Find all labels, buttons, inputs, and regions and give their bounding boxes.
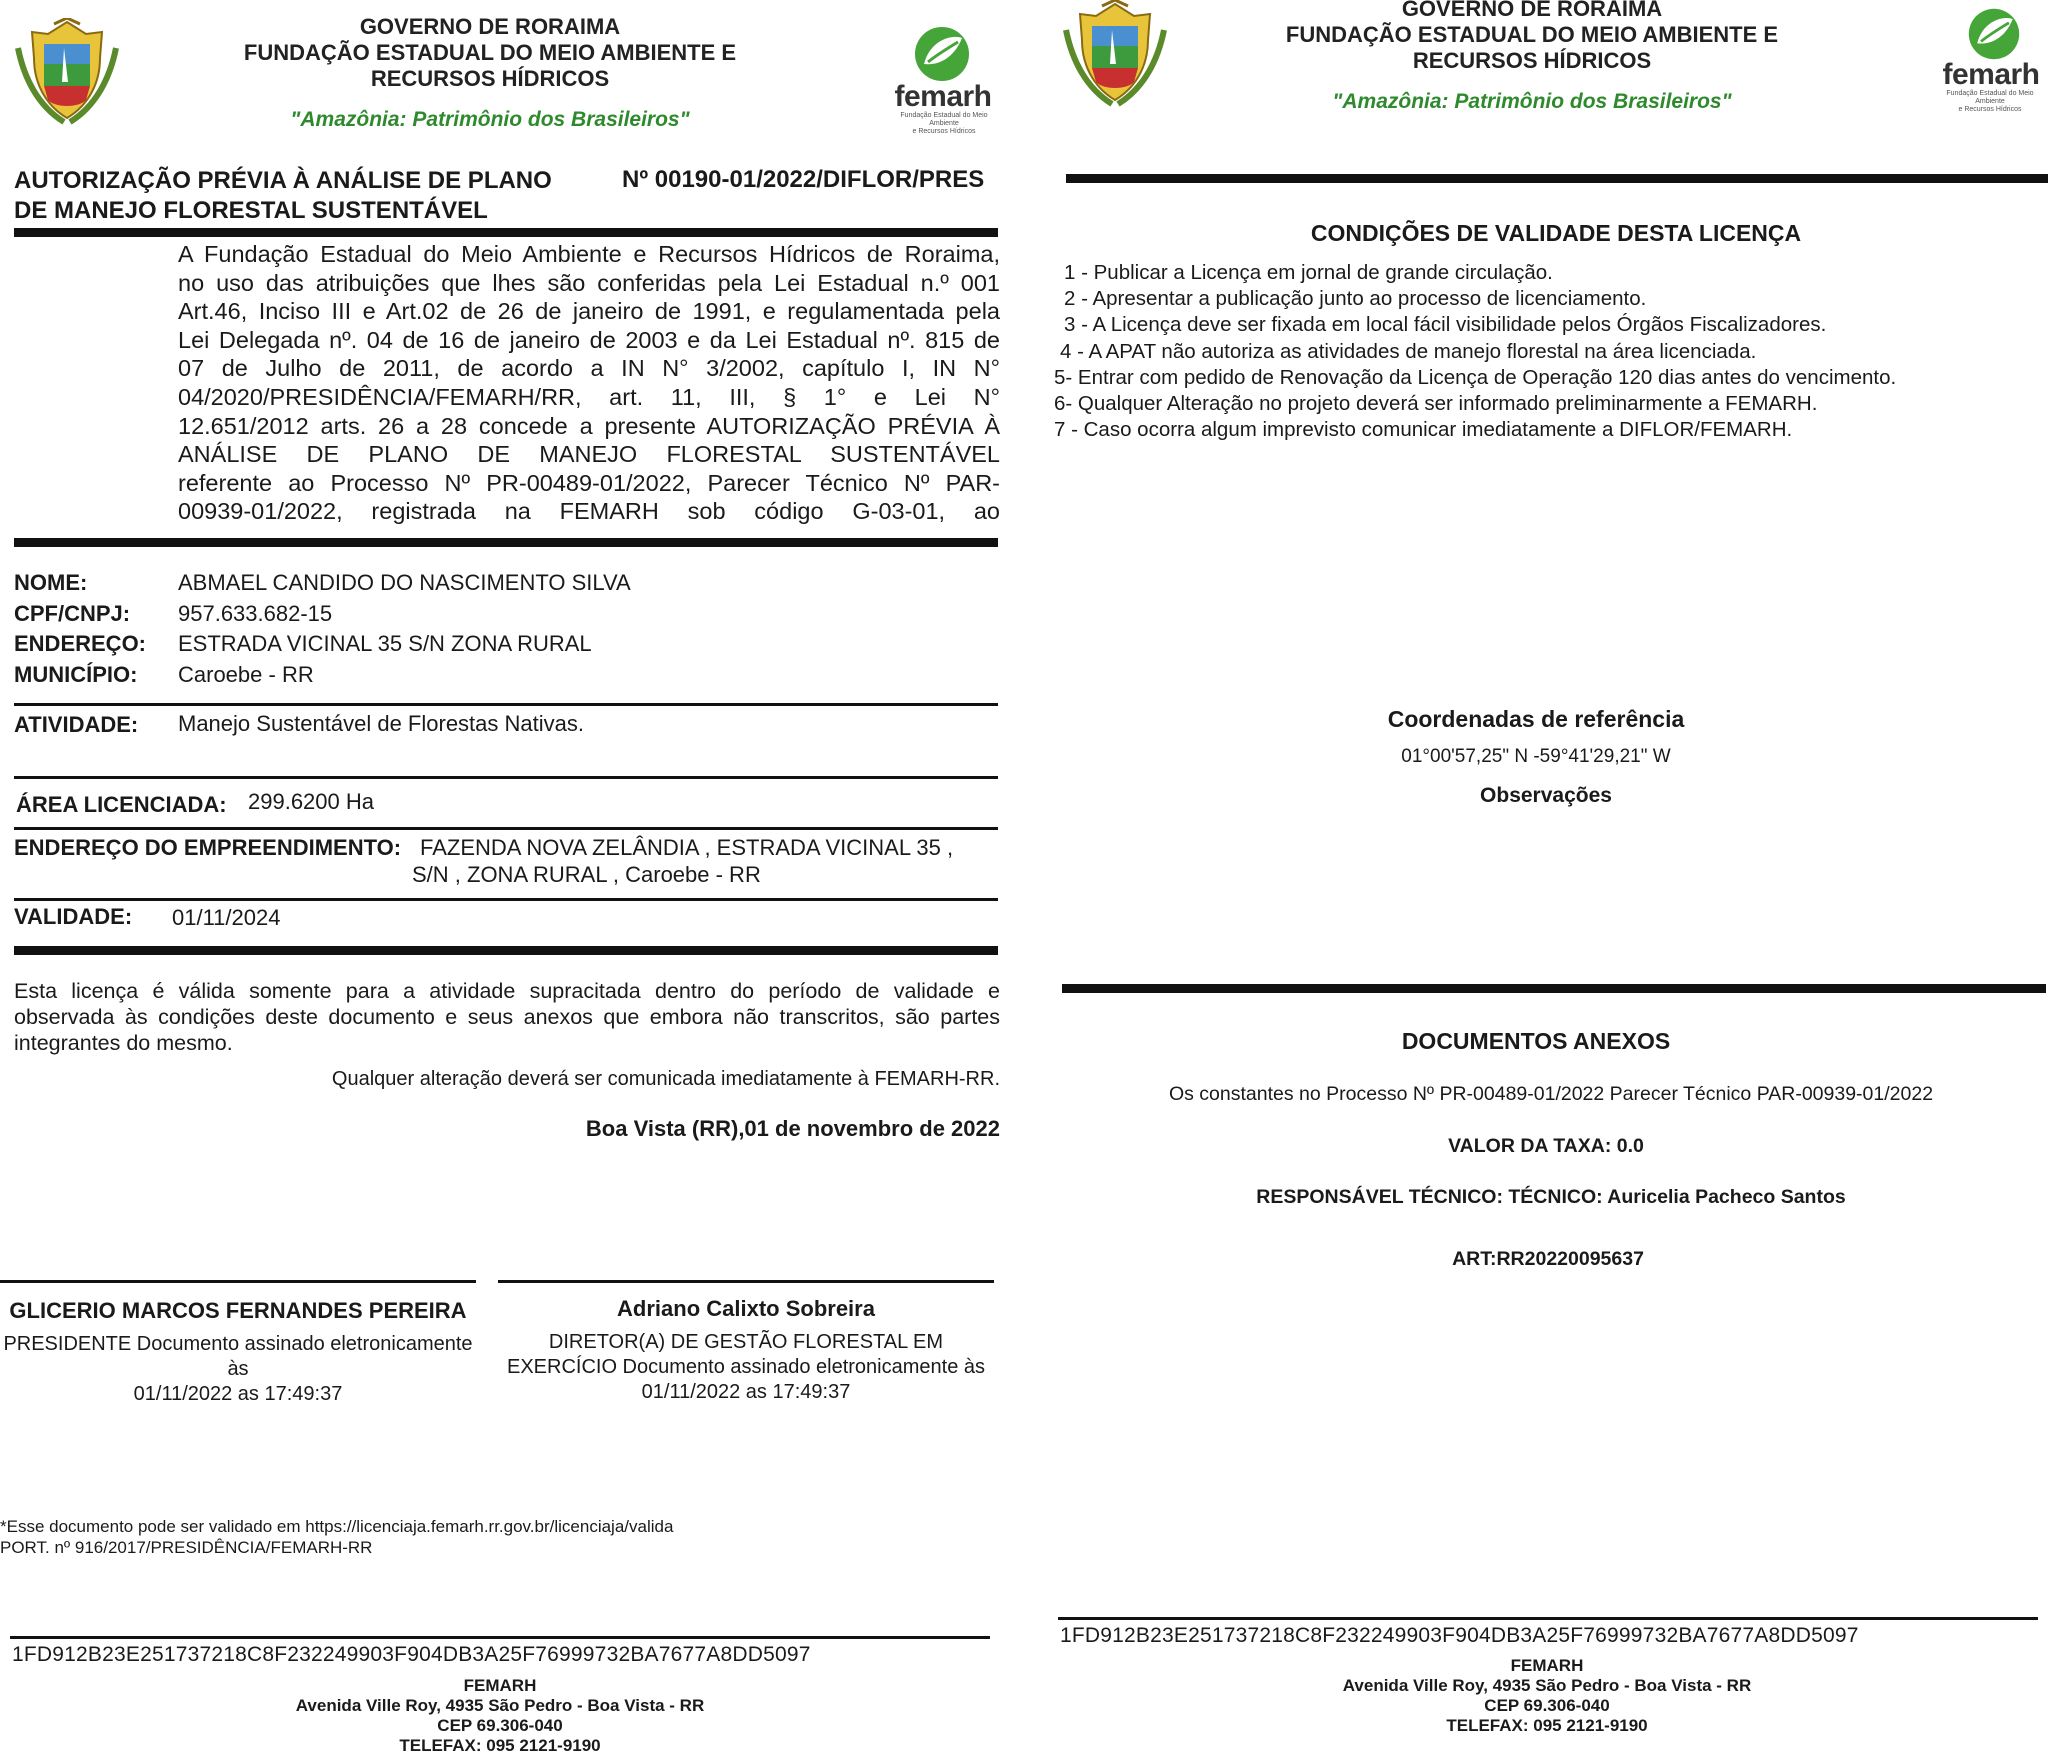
atividade-value: Manejo Sustentável de Florestas Nativas.	[178, 711, 584, 736]
validation-url-text: *Esse documento pode ser validado em https://licenciaja.femarh.rr.gov.br/licenciaja/valida	[0, 1517, 674, 1536]
intro-line: ANÁLISE DE PLANO DE MANEJO FLORESTAL SUSTENTÁVEL	[178, 441, 1000, 468]
intro-line: no uso das atribuições que lhes são conferidas pela Lei Estadual n.º 001	[178, 269, 1000, 296]
docs-text: Os constantes no Processo Nº PR-00489-01/2022 Parecer Técnico PAR-00939-01/2022	[1168, 1083, 1934, 1105]
signer1-line3: 01/11/2022 as 17:49:37	[133, 1383, 343, 1405]
femarh-logo-text: femarh	[1942, 58, 2040, 91]
nome-value: ABMAEL CANDIDO DO NASCIMENTO SILVA	[178, 570, 631, 595]
footer-phone: TELEFAX: 095 2121-9190	[1446, 1716, 1648, 1735]
signer1-line1: PRESIDENTE Documento assinado eletronicamente	[3, 1333, 473, 1355]
header-line1: GOVERNO DE RORAIMA	[359, 14, 621, 39]
intro-line: 04/2020/PRESIDÊNCIA/FEMARH/RR, art. 11, III, § 1° e Lei N°	[178, 383, 1000, 410]
conditions-list	[1054, 260, 1896, 443]
footer-org: FEMARH	[463, 1676, 537, 1695]
footer-org: FEMARH	[1510, 1656, 1584, 1675]
header-org	[1262, 0, 1802, 74]
responsavel-tecnico: RESPONSÁVEL TÉCNICO: TÉCNICO: Auricelia Pacheco Santos	[1256, 1186, 1846, 1208]
signer2-name: Adriano Calixto Sobreira	[617, 1296, 875, 1321]
document-hash: 1FD912B23E251737218C8F232249903F904DB3A25F76999732BA7677A8DD5097	[1060, 1624, 1859, 1647]
signer2-role	[498, 1330, 994, 1405]
validation-note	[0, 1516, 673, 1558]
footer-street: Avenida Ville Roy, 4935 São Pedro - Boa Vista - RR	[1342, 1676, 1752, 1695]
intro-line: 12.651/2012 arts. 26 a 28 concede a presente AUTORIZAÇÃO PRÉVIA À	[178, 412, 1000, 439]
footer-address	[200, 1676, 800, 1754]
validade-label: VALIDADE:	[14, 904, 133, 929]
title-line2: DE MANEJO FLORESTAL SUSTENTÁVEL	[14, 197, 488, 224]
header-motto: "Amazônia: Patrimônio dos Brasileiros"	[1332, 90, 1732, 113]
header-line2: FUNDAÇÃO ESTADUAL DO MEIO AMBIENTE E	[243, 40, 737, 65]
art-number: ART:RR20220095637	[1452, 1248, 1644, 1270]
place-date: Boa Vista (RR),01 de novembro de 2022	[585, 1116, 1000, 1141]
condition-item: 3 - A Licença deve ser fixada em local fácil visibilidade pelos Órgãos Fiscalizadores.	[1064, 313, 1827, 337]
femarh-logo-text: femarh	[894, 80, 992, 113]
femarh-leaf-icon	[1962, 6, 2026, 62]
divider	[14, 538, 998, 547]
validity-line: integrantes do mesmo.	[14, 1031, 233, 1055]
footer-street: Avenida Ville Roy, 4935 São Pedro - Boa Vista - RR	[295, 1696, 705, 1715]
logo-sub2: e Recursos Hídricos	[912, 128, 976, 135]
state-crest-logo	[1062, 0, 1168, 112]
signer2-line3: 01/11/2022 as 17:49:37	[641, 1381, 851, 1403]
condition-item: 5- Entrar com pedido de Renovação da Licença de Operação 120 dias antes do vencimento.	[1054, 365, 1897, 389]
area-label: ÁREA LICENCIADA:	[16, 792, 227, 817]
divider	[1066, 174, 2048, 183]
header-line3: RECURSOS HÍDRICOS	[1412, 48, 1652, 73]
intro-line: referente ao Processo Nº PR-00489-01/2022, Parecer Técnico Nº PAR-	[178, 469, 1000, 496]
femarh-leaf-icon	[910, 24, 974, 84]
footer-phone: TELEFAX: 095 2121-9190	[399, 1736, 601, 1754]
footer-address	[1247, 1656, 1847, 1736]
signature-line	[498, 1280, 994, 1283]
intro-line: 00939-01/2022, registrada na FEMARH sob código G-03-01, ao	[178, 498, 1000, 525]
signer1-role	[0, 1332, 476, 1407]
divider	[1058, 1617, 2038, 1620]
observations-title: Observações	[1480, 784, 1612, 807]
condition-item: 6- Qualquer Alteração no projeto deverá ser informado preliminarmente a FEMARH.	[1054, 392, 1818, 416]
signer1-name: GLICERIO MARCOS FERNANDES PEREIRA	[9, 1298, 467, 1323]
divider	[14, 946, 998, 955]
cpf-label: CPF/CNPJ:	[14, 601, 131, 626]
condition-item: 7 - Caso ocorra algum imprevisto comunicar imediatamente a DIFLOR/FEMARH.	[1054, 418, 1793, 442]
area-value: 299.6200 Ha	[248, 789, 374, 814]
validade-value: 01/11/2024	[172, 905, 281, 930]
header-motto: "Amazônia: Patrimônio dos Brasileiros"	[290, 108, 690, 131]
footer-cep: CEP 69.306-040	[437, 1716, 563, 1735]
municipio-label: MUNICÍPIO:	[14, 662, 138, 687]
empreendimento-line1: FAZENDA NOVA ZELÂNDIA , ESTRADA VICINAL 35 ,	[420, 835, 954, 860]
taxa-value: VALOR DA TAXA: 0.0	[1448, 1135, 1644, 1157]
intro-line: Art.46, Inciso III e Art.02 de 26 de janeiro de 1991, e regulamentada pela	[178, 298, 1000, 325]
signer2-line2: EXERCÍCIO Documento assinado eletronicamente às	[506, 1356, 985, 1378]
endereco-label: ENDEREÇO:	[14, 631, 147, 656]
intro-line: 07 de Julho de 2011, de acordo a IN N° 3/2002, capítulo I, IN N°	[178, 355, 1000, 382]
signer1-line2: às	[227, 1358, 249, 1380]
signature-line	[0, 1280, 476, 1283]
logo-sub1: Fundação Estadual do Meio Ambiente	[1946, 90, 2034, 105]
empreendimento-line2: S/N , ZONA RURAL , Caroebe - RR	[412, 862, 761, 887]
coords-title: Coordenadas de referência	[1387, 706, 1685, 732]
coords-value: 01°00'57,25" N -59°41'29,21" W	[1401, 746, 1671, 767]
divider	[14, 776, 998, 779]
title-line1: AUTORIZAÇÃO PRÉVIA À ANÁLISE DE PLANO	[14, 167, 552, 194]
municipio-value: Caroebe - RR	[178, 662, 314, 687]
divider	[14, 827, 998, 830]
empreendimento-label: ENDEREÇO DO EMPREENDIMENTO:	[14, 835, 402, 860]
logo-sub2: e Recursos Hídricos	[1958, 106, 2022, 113]
portaria-text: PORT. nº 916/2017/PRESIDÊNCIA/FEMARH-RR	[0, 1538, 373, 1557]
intro-paragraph	[178, 240, 1000, 526]
header-org	[220, 14, 760, 92]
signer2-line1: DIRETOR(A) DE GESTÃO FLORESTAL EM	[548, 1331, 944, 1353]
conditions-title: CONDIÇÕES DE VALIDADE DESTA LICENÇA	[1310, 220, 1802, 246]
validity-line: observada às condições deste documento e seus anexos que embora não transcritos, são partes	[14, 1005, 1000, 1029]
document-hash: 1FD912B23E251737218C8F232249903F904DB3A25F76999732BA7677A8DD5097	[12, 1643, 811, 1666]
intro-line: Lei Delegada nº. 04 de 16 de janeiro de 2003 e da Lei Estadual nº. 815 de	[178, 326, 1000, 353]
atividade-label: ATIVIDADE:	[14, 712, 139, 737]
logo-sub1: Fundação Estadual do Meio Ambiente	[900, 112, 988, 127]
femarh-logo-subtitle	[1934, 90, 2046, 114]
femarh-logo-subtitle	[888, 112, 1000, 136]
intro-line: A Fundação Estadual do Meio Ambiente e Recursos Hídricos de Roraima,	[178, 241, 1000, 267]
nome-label: NOME:	[14, 570, 88, 595]
footer-cep: CEP 69.306-040	[1484, 1696, 1610, 1715]
document-title	[14, 166, 552, 226]
docs-title: DOCUMENTOS ANEXOS	[1401, 1028, 1671, 1054]
endereco-value: ESTRADA VICINAL 35 S/N ZONA RURAL	[178, 631, 592, 656]
divider	[14, 228, 998, 237]
header-line1: GOVERNO DE RORAIMA	[1401, 0, 1663, 21]
header-line2: FUNDAÇÃO ESTADUAL DO MEIO AMBIENTE E	[1285, 22, 1779, 47]
validity-paragraph	[14, 978, 1000, 1056]
divider	[1062, 984, 2046, 993]
divider	[14, 898, 998, 901]
divider	[14, 703, 998, 706]
divider	[10, 1636, 990, 1639]
state-crest-logo	[14, 18, 120, 130]
cpf-value: 957.633.682-15	[178, 601, 333, 626]
condition-item: 4 - A APAT não autoriza as atividades de manejo florestal na área licenciada.	[1060, 339, 1757, 363]
condition-item: 2 - Apresentar a publicação junto ao processo de licenciamento.	[1064, 287, 1647, 311]
document-number: Nº 00190-01/2022/DIFLOR/PRES	[622, 166, 985, 193]
condition-item: 1 - Publicar a Licença em jornal de grande circulação.	[1064, 261, 1553, 284]
header-line3: RECURSOS HÍDRICOS	[370, 66, 610, 91]
change-notice: Qualquer alteração deverá ser comunicada imediatamente à FEMARH-RR.	[331, 1068, 1000, 1090]
validity-line: Esta licença é válida somente para a atividade supracitada dentro do período de validade e	[14, 979, 1000, 1003]
